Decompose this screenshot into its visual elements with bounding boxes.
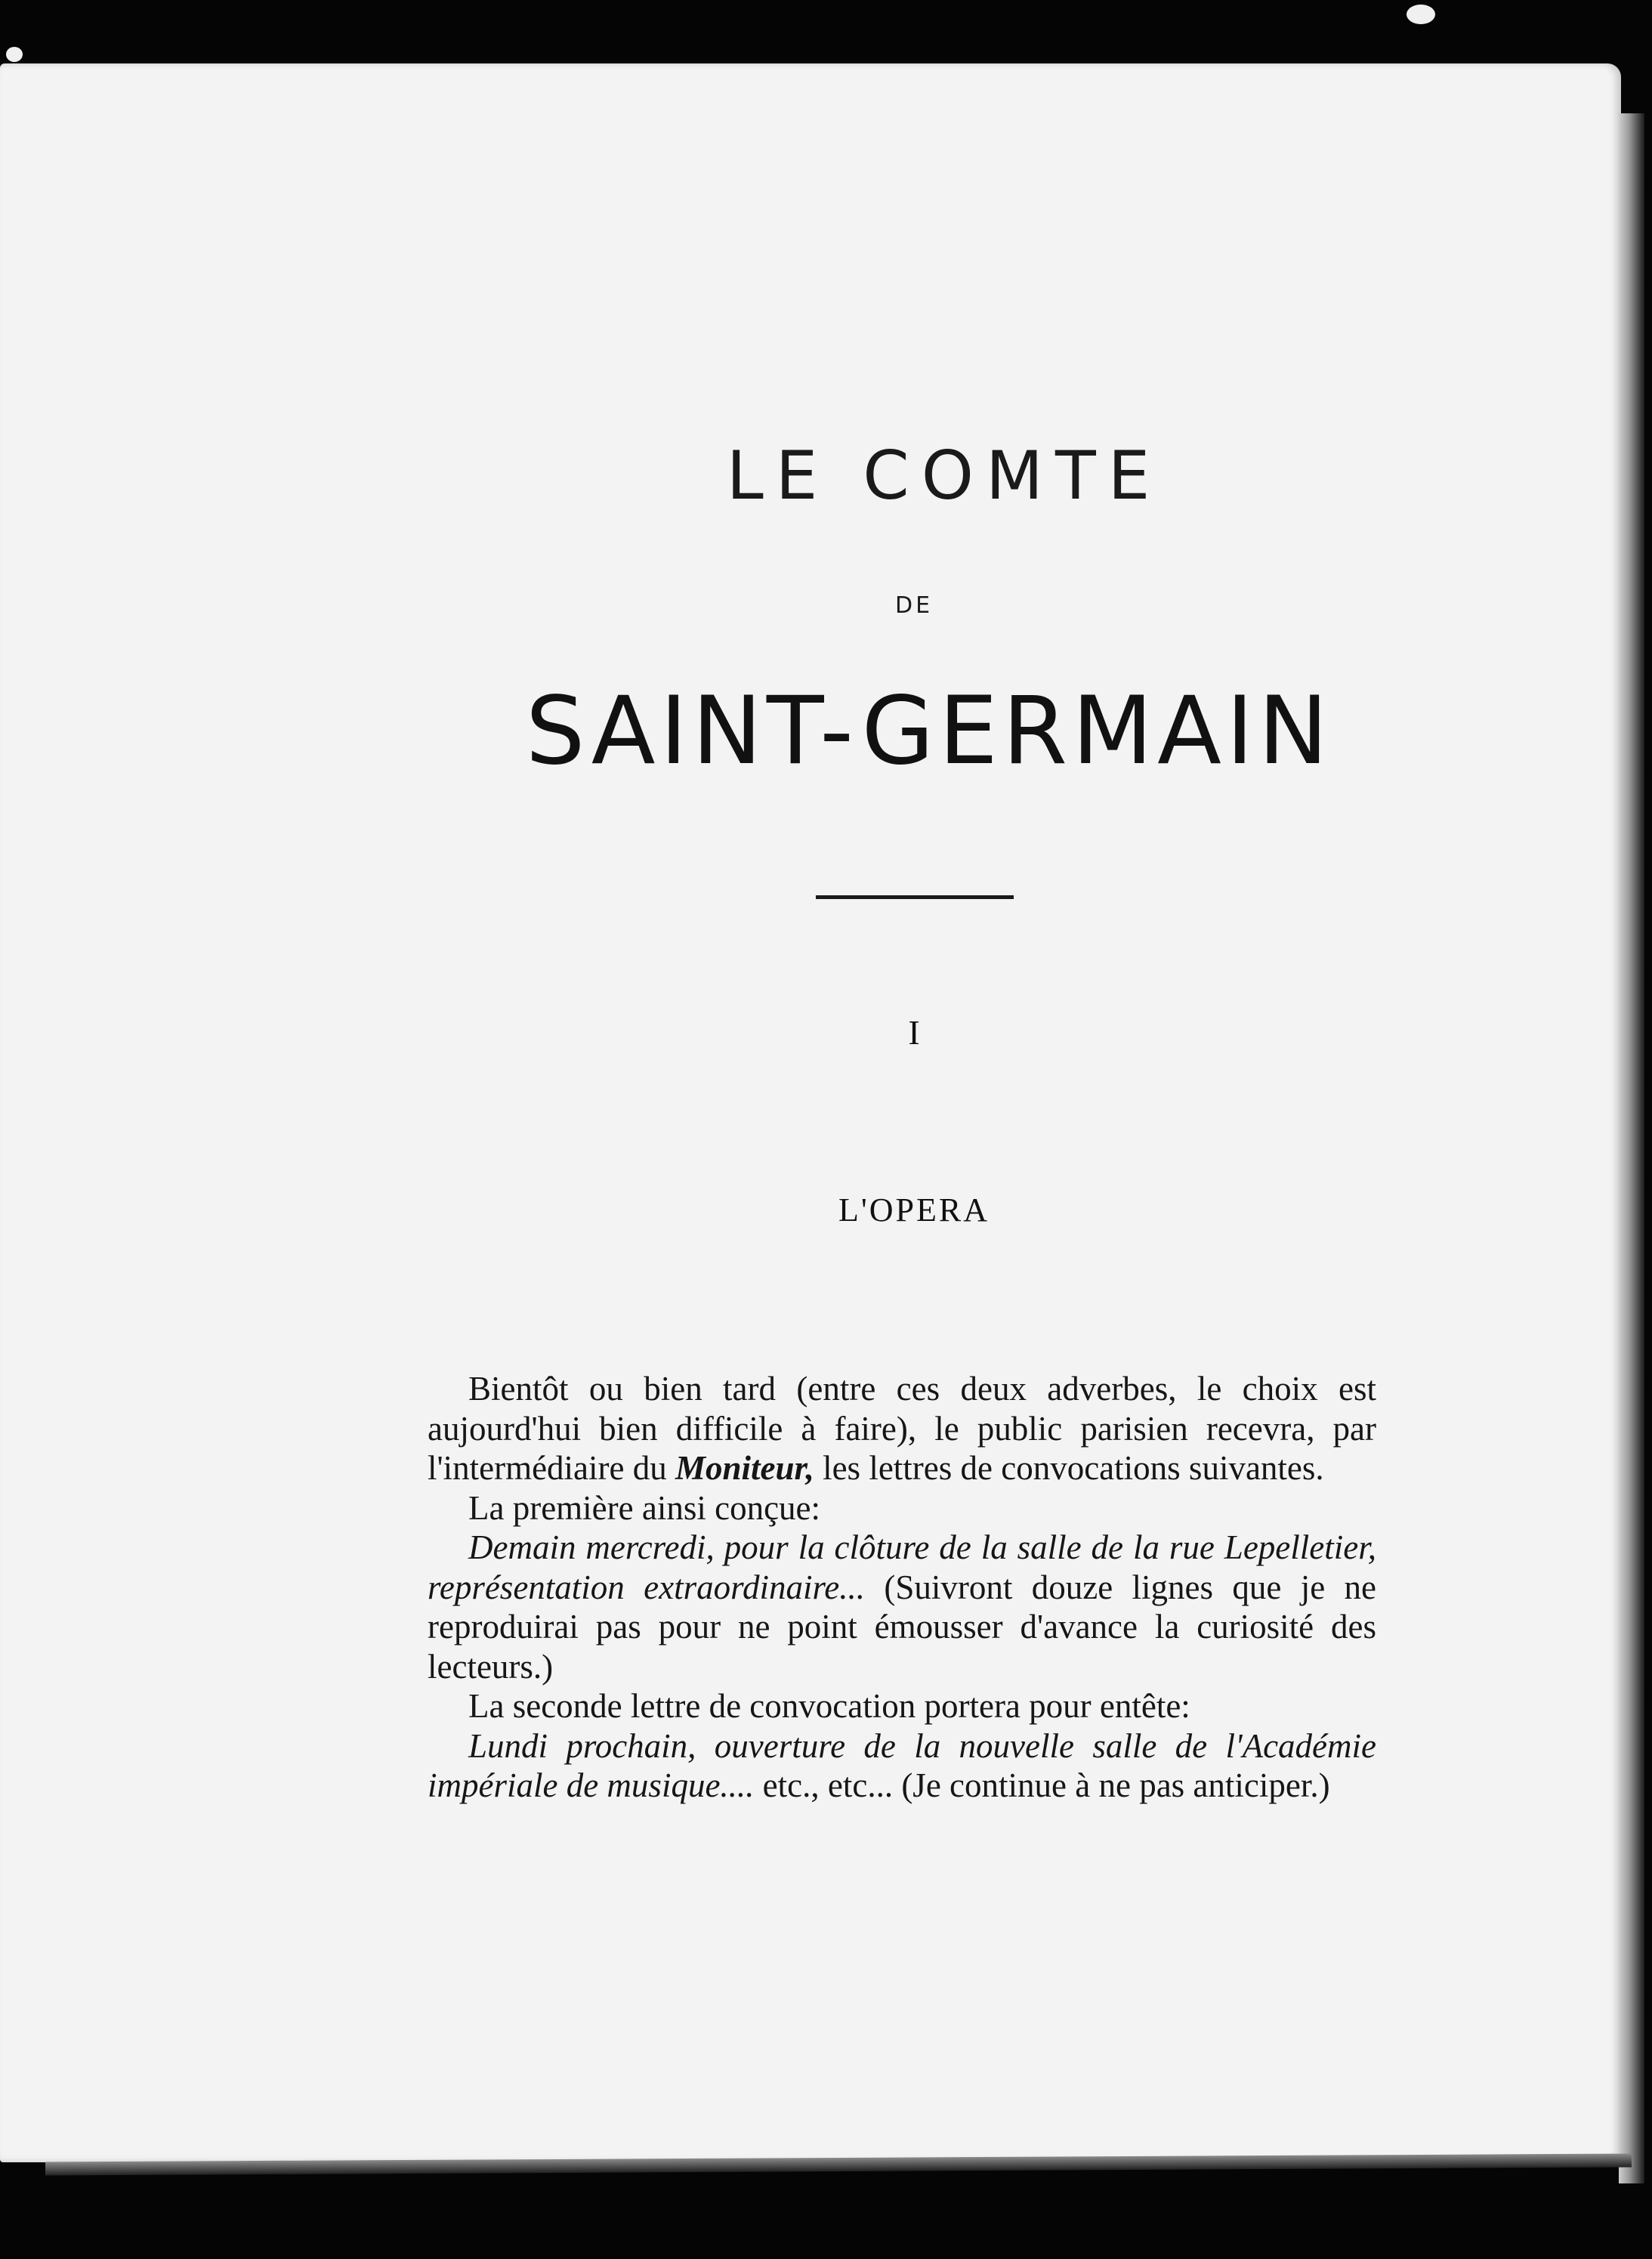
title-connector: DE [894,592,934,619]
paragraph [428,1528,1376,1686]
chapter-title: L'OPERA [838,1191,990,1228]
body-text [428,1369,1376,1806]
paragraph-italic: Lundi prochain, ouverture de la nouvelle salle de l'Académie impériale de musique.... [428,1726,1376,1804]
title-rule [816,895,1014,899]
paragraph-text: etc., etc... (Je continue à ne pas anticiper.) [754,1766,1330,1804]
paragraph-emphasis: Moniteur, [675,1449,814,1487]
title-line-1: LE COMTE [726,437,1163,515]
page-stack-edge-right [1619,113,1644,2183]
paragraph: La première ainsi conçue: [468,1488,821,1527]
paragraph-text: (Suivront douze lignes que je ne reproduirai pas pour ne point émousser d'avance la curiosité des lecteurs.) [428,1568,1376,1686]
chapter-number: I [908,1013,920,1052]
paragraph [428,1369,1376,1488]
title-line-2: SAINT-GERMAIN [525,677,1333,786]
scan-speck [1407,5,1435,24]
paragraph: La seconde lettre de convocation portera pour entête: [468,1687,1190,1725]
paragraph-text: Bientôt ou bien tard (entre ces deux adverbes, le choix est aujourd'hui bien difficile à faire), le public parisien recevra, par l'intermédiaire du [428,1370,1376,1487]
paragraph-italic: Demain mercredi, pour la clôture de la salle de la rue Lepelletier, représentation extraordinaire... [428,1528,1376,1606]
book-page [0,63,1621,2162]
scan-speck [6,47,23,62]
paragraph [428,1726,1376,1806]
paragraph-text: les lettres de convocations suivantes. [814,1449,1324,1487]
